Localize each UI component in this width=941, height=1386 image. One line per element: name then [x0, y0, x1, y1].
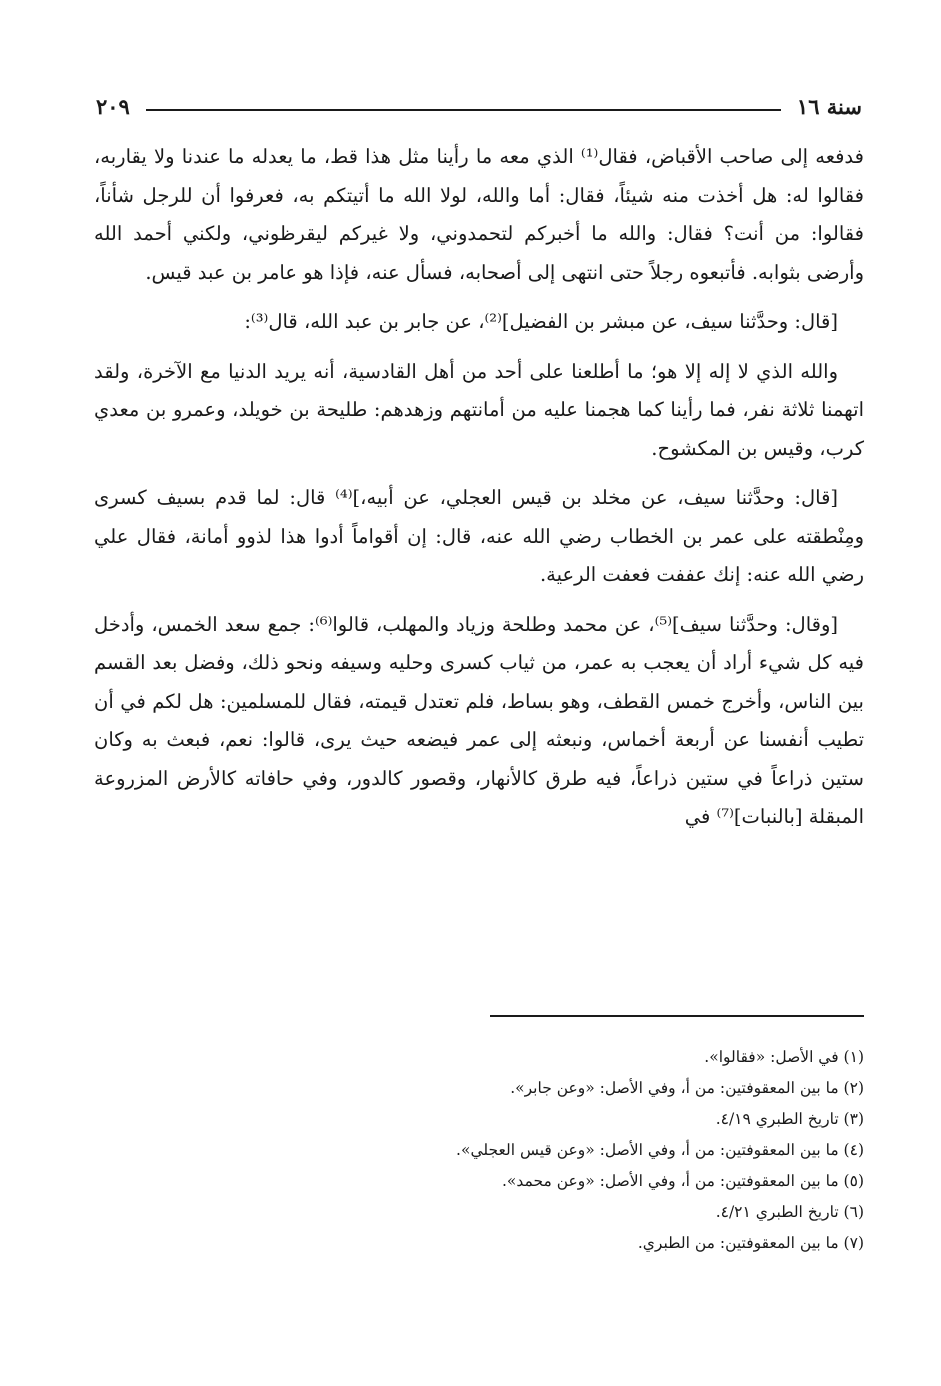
paragraph-5: [وقال: وحدَّثنا سيف]⁽⁵⁾، عن محمد وطلحة وزياد والمهلب، قالوا⁽⁶⁾: جمع سعد الخمس، وأدخل فيه كل شيء أراد أن يعجب به عمر، من ثياب كسرى وحليه وسيفه ونحو ذلك، وفضل بعد القسم بين الناس، وأخرج خمس القطف، وهو بساط، فلم تعتدل قيمته، فقال للمسلمين: هل لكم في أن تطيب أنفسنا عن أربعة أخماس، ونبعثه إلى عمر فيضعه حيث يرى، قالوا: نعم، فبعث به وكان ستين ذراعاً في ستين ذراعاً، فيه طرق كالأنهار، وقصور كالدور، وفي حافاته كالأرض المزروعة المبقلة [بالنبات]⁽⁷⁾ في: [94, 612, 864, 828]
paragraph-4: [قال: وحدَّثنا سيف، عن مخلد بن قيس العجلي، عن أبيه،]⁽⁴⁾ قال: لما قدم بسيف كسرى ومِنْطقته على عمر بن الخطاب رضي الله عنه، قال: إن أقواماً أدوا هذا لذوو أمانة، فقال علي رضي الله عنه: إنك عففت فعفت الرعية.: [94, 486, 864, 586]
footnote-5: (٥) ما بين المعقوفتين: من أ، وفي الأصل: «وعن محمد».: [501, 1172, 864, 1190]
page-number: ٢٠٩: [96, 93, 130, 119]
paragraph-2: [قال: وحدَّثنا سيف، عن مبشر بن الفضيل]⁽²⁾، عن جابر بن عبد الله، قال⁽³⁾:: [244, 310, 838, 333]
header-rule: [146, 109, 781, 111]
running-header: [96, 86, 862, 126]
footnote-6: (٦) تاريخ الطبري ٤/٢١.: [715, 1203, 864, 1221]
footnote-2: (٢) ما بين المعقوفتين: من أ، وفي الأصل: «وعن جابر».: [510, 1079, 864, 1097]
main-text: [94, 138, 864, 848]
footnotes: [94, 1042, 864, 1259]
footnote-4: (٤) ما بين المعقوفتين: من أ، وفي الأصل: «وعن قيس العجلي».: [456, 1141, 864, 1159]
header-year-label: سنة ١٦: [796, 93, 862, 119]
paragraph-3: والله الذي لا إله إلا هو؛ ما أطلعنا على أحد من أهل القادسية، أنه يريد الدنيا مع الآخرة، ولقد اتهمنا ثلاثة نفر، فما رأينا كما هجمنا عليه من أمانتهم وزهدهم: طليحة بن خويلد، وعمرو بن معدي كرب، وقيس بن المكشوح.: [94, 359, 864, 460]
footnote-1: (١) في الأصل: «فقالوا».: [704, 1048, 864, 1066]
paragraph-1: فدفعه إلى صاحب الأقباض، فقال⁽¹⁾ الذي معه ما رأينا مثل هذا قط، ما يعدله ما عندنا ولا يقاربه، فقالوا له: هل أخذت منه شيئاً، فقال: أما والله، لولا الله ما أتيتكم به، فعرفوا أن للرجل شأناً، فقالوا: من أنت؟ فقال: والله ما أخبركم لتحمدوني، ولا غيركم ليقرظوني، ولكني أحمد الله وأرضى بثوابه. فأتبعوه رجلاً حتى انتهى إلى أصحابه، فسأل عنه، فإذا هو عامر بن عبد قيس.: [94, 145, 864, 284]
footnote-7: (٧) ما بين المعقوفتين: من الطبري.: [637, 1234, 864, 1252]
footnote-3: (٣) تاريخ الطبري ٤/١٩.: [715, 1110, 864, 1128]
footnote-separator: [490, 1015, 864, 1017]
